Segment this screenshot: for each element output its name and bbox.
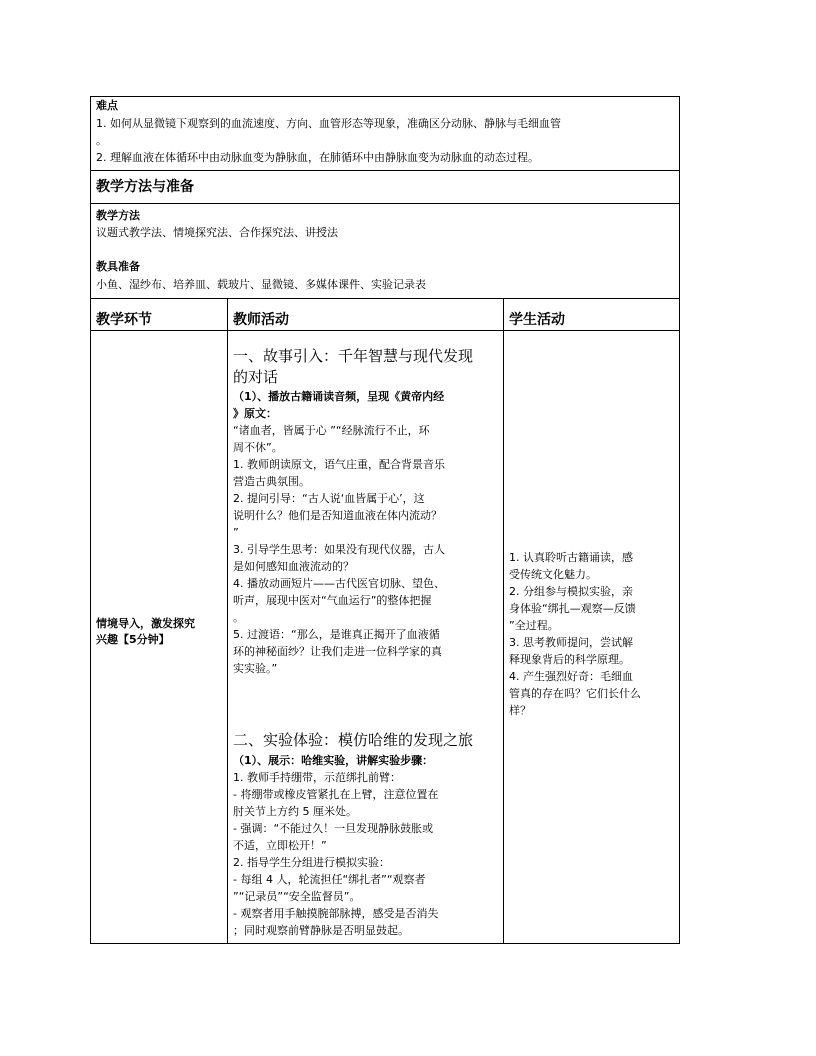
text-line: 受传统文化魅力。	[509, 568, 597, 581]
header-teacher: 教师活动	[233, 312, 289, 328]
row-divider	[91, 298, 679, 299]
text-line: 1. 教师手持绷带，示范绑扎前臂：	[233, 771, 401, 784]
lesson-plan-table	[90, 96, 680, 944]
text-line: 5. 过渡语：“那么，是谁真正揭开了血液循	[233, 628, 440, 641]
text-line: - 强调：“不能过久！一旦发现静脉鼓胀或	[233, 822, 434, 835]
text-line: 是如何感知血液流动的？	[233, 560, 354, 573]
text-line: 1. 教师朗读原文，语气庄重，配合背景音乐	[233, 458, 445, 471]
row-divider	[91, 170, 679, 171]
text-line: 1. 认真聆听古籍诵读，感	[509, 551, 633, 564]
text-line: ”全过程。	[509, 619, 559, 632]
text-line: 》原文：	[233, 407, 277, 420]
column-divider	[503, 298, 504, 943]
column-divider	[227, 298, 228, 943]
header-student: 学生活动	[509, 312, 565, 328]
text-line: 营造古典氛围。	[233, 475, 310, 488]
text-line: - 每组 4 人，轮流担任“绑扎者”“观察者	[233, 873, 426, 886]
header-stage: 教学环节	[96, 312, 152, 328]
text-line: 。	[233, 611, 244, 624]
text-line: 3. 引导学生思考：如果没有现代仪器，古人	[233, 543, 445, 556]
stage-name: 情境导入，激发探究	[96, 617, 195, 630]
part1-content	[233, 388, 445, 677]
text-line: 不适，立即松开！”	[233, 839, 327, 852]
difficulty-item-1: 1. 如何从显微镜下观察到的血流速度、方向、血管形态等现象，准确区分动脉、静脉与毛细血管	[96, 117, 561, 130]
part2-heading: 二、实验体验：模仿哈维的发现之旅	[233, 731, 474, 749]
text-line: - 将绷带或橡皮管紧扎在上臂，注意位置在	[233, 788, 439, 801]
text-line: ；同时观察前臂静脉是否明显鼓起。	[233, 924, 409, 937]
row-divider	[91, 330, 679, 331]
part2-content	[233, 752, 438, 939]
text-line: ”	[233, 526, 239, 539]
part1-heading-cont: 的对话	[233, 368, 279, 386]
teaching-method-title: 教学方法	[96, 209, 140, 222]
text-line: 4. 产生强烈好奇：毛细血	[509, 670, 633, 683]
text-line: 周不休”。	[233, 441, 283, 454]
text-line: 样？	[509, 704, 531, 717]
difficulty-item-2: 2. 理解血液在体循环中由动脉血变为静脉血，在肺循环中由静脉血变为动脉血的动态过程。	[96, 151, 539, 164]
text-line: 4. 播放动画短片——古代医官切脉、望色、	[233, 577, 445, 590]
row-divider	[91, 203, 679, 204]
text-line: ”“记录员”“安全监督员”。	[233, 890, 361, 903]
part1-heading: 一、故事引入：千年智慧与现代发现	[233, 347, 474, 365]
text-line: 身体验“绑扎—观察—反馈	[509, 602, 636, 615]
stage-name-cont: 兴趣【5分钟】	[96, 633, 170, 646]
text-line: 3. 思考教师提问，尝试解	[509, 636, 633, 649]
text-line: 实实验。”	[233, 662, 278, 675]
text-line: 管真的存在吗？它们长什么	[509, 687, 641, 700]
text-line: 听声，展现中医对“气血运行”的整体把握	[233, 594, 432, 607]
teaching-method-text: 议题式教学法、情境探究法、合作探究法、讲授法	[96, 226, 338, 239]
text-line: 2. 分组参与模拟实验，亲	[509, 585, 633, 598]
text-line: 环的神秘面纱？让我们走进一位科学家的真	[233, 645, 442, 658]
text-line: （1）、播放古籍诵读音频，呈现《黄帝内经	[233, 390, 445, 403]
tools-text: 小鱼、湿纱布、培养皿、载玻片、显微镜、多媒体课件、实验记录表	[96, 278, 426, 291]
text-line: 2. 指导学生分组进行模拟实验：	[233, 856, 390, 869]
text-line: 2. 提问引导：“古人说‘血皆属于心’，这	[233, 492, 425, 505]
difficulty-title: 难点	[96, 99, 118, 112]
tools-title: 教具准备	[96, 260, 140, 273]
text-line: “诸血者，皆属于心 ”“经脉流行不止，环	[233, 424, 430, 437]
student-activities	[509, 549, 641, 719]
methods-header: 教学方法与准备	[96, 179, 194, 195]
text-line: 肘关节上方约 5 厘米处。	[233, 805, 357, 818]
text-line: 释现象背后的科学原理。	[509, 653, 630, 666]
text-line: - 观察者用手触摸腕部脉搏，感受是否消失	[233, 907, 439, 920]
text-line: 说明什么？他们是否知道血液在体内流动？	[233, 509, 442, 522]
difficulty-item-1-cont: 。	[96, 134, 107, 147]
text-line: （1）、展示：哈维实验，讲解实验步骤：	[233, 754, 434, 767]
